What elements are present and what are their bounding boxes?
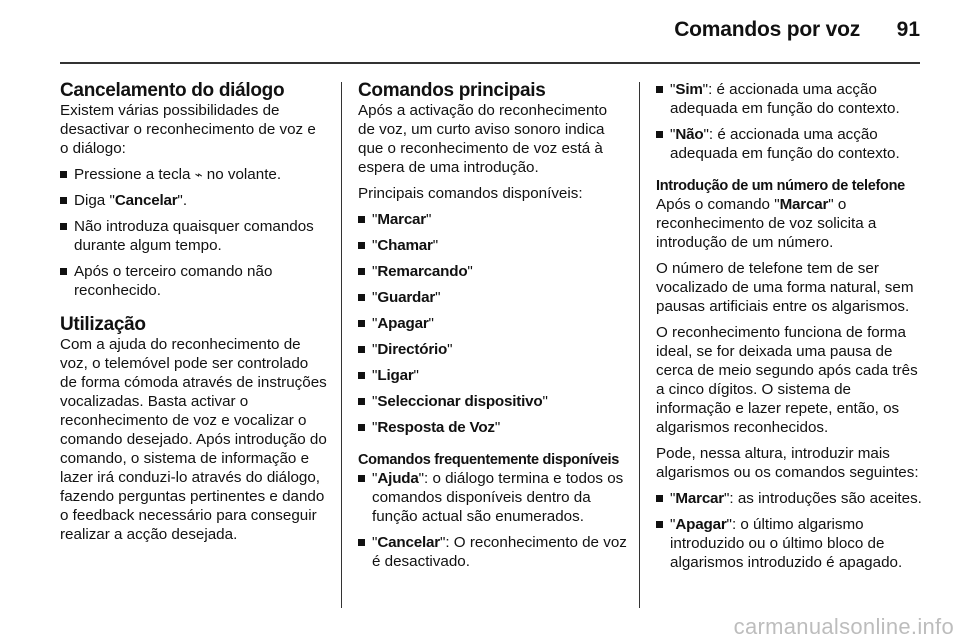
command: Apagar xyxy=(377,315,429,332)
phone-p1 xyxy=(656,195,926,252)
list-item xyxy=(60,165,328,184)
list-item: "Guardar" xyxy=(358,288,628,307)
freq-heading: Comandos frequentemente disponíveis xyxy=(358,452,620,468)
text: Após o comando " xyxy=(656,196,780,213)
list-item xyxy=(60,191,328,210)
yes-no-list xyxy=(656,80,926,163)
use-heading: Utilização xyxy=(60,314,146,335)
page-title: Comandos por voz xyxy=(674,18,860,41)
phone-p3: O reconhecimento funciona de forma ideal, se for deixada uma pausa de cerca de meio segundo após cada três a cinco dígitos. O sistema de informação e lazer repete, então, os algarismos reconhecidos. xyxy=(656,324,918,436)
command: Sim xyxy=(675,81,703,98)
command: Marcar xyxy=(377,211,427,228)
phone-p2: O número de telefone tem de ser vocalizado de uma forma natural, sem pausas artificiais entre os algarismos. xyxy=(656,260,914,315)
command: Apagar xyxy=(675,516,727,533)
list-item: "Directório" xyxy=(358,340,628,359)
column-divider-2 xyxy=(639,82,640,608)
list-item: "Chamar" xyxy=(358,236,628,255)
cancel-list xyxy=(60,165,328,300)
column-1 xyxy=(60,80,328,544)
command: Directório xyxy=(377,341,448,358)
command: Cancelar xyxy=(377,534,440,551)
command-cancelar: Cancelar xyxy=(114,192,178,209)
list-item: Não introduza quaisquer comandos durante algum tempo. xyxy=(60,217,328,255)
column-2 xyxy=(358,80,628,578)
list-item: "Remarcando" xyxy=(358,262,628,281)
list-item: Após o terceiro comando não reconhecido. xyxy=(60,262,328,300)
command: Guardar xyxy=(377,289,436,306)
command: Ajuda xyxy=(377,470,419,487)
list-item: "Ligar" xyxy=(358,366,628,385)
header-rule xyxy=(60,62,920,64)
text: Diga " xyxy=(74,192,115,209)
text: ": O reconhecimento de voz é desactivado. xyxy=(372,534,627,570)
command: Marcar xyxy=(779,196,829,213)
column-divider-1 xyxy=(341,82,342,608)
command: Ligar xyxy=(377,367,414,384)
use-text: Com a ajuda do reconhecimento de voz, o telemóvel pode ser controlado de forma cómoda através de instruções vocalizadas. Basta activar o reconhecimento de voz e vocalizar o comando desejado. Após introdução do comando, o sistema de informação e lazer irá conduzi-lo através do diálogo, fazendo perguntas pertinentes e dando o feedback necessário para conseguir realizar a acção desejada. xyxy=(60,336,327,543)
cancel-heading: Cancelamento do diálogo xyxy=(60,80,285,101)
commands-list xyxy=(358,210,628,437)
text: ": as introduções são aceites. xyxy=(724,490,922,507)
list-item: "Marcar" xyxy=(358,210,628,229)
command: Chamar xyxy=(377,237,433,254)
list-item: "Cancelar": O reconhecimento de voz é desactivado. xyxy=(358,533,628,571)
text: ": o último algarismo introduzido ou o último bloco de algarismos introduzido é apagado. xyxy=(670,516,903,571)
list-item: "Apagar" xyxy=(358,314,628,333)
column-3 xyxy=(656,80,926,579)
command: Seleccionar dispositivo xyxy=(377,393,543,410)
freq-list xyxy=(358,469,628,571)
list-item: "Seleccionar dispositivo" xyxy=(358,392,628,411)
phone-heading: Introdução de um número de telefone xyxy=(656,178,905,194)
phone-p4: Pode, nessa altura, introduzir mais algarismos ou os comandos seguintes: xyxy=(656,445,919,481)
command: Resposta de Voz xyxy=(377,419,495,436)
text: ". xyxy=(177,192,188,209)
list-item: "Ajuda": o diálogo termina e todos os comandos disponíveis dentro da função actual são enumerados. xyxy=(358,469,628,526)
cancel-intro: Existem várias possibilidades de desactivar o reconhecimento de voz e o diálogo: xyxy=(60,102,316,157)
text: ": é accionada uma acção adequada em função do contexto. xyxy=(670,81,900,117)
list-item: "Sim": é accionada uma acção adequada em função do contexto. xyxy=(656,80,926,118)
text: ": o diálogo termina e todos os comandos disponíveis dentro da função actual são enumerados. xyxy=(372,470,624,525)
watermark: carmanualsonline.info xyxy=(733,614,954,639)
phone-end-icon: ⌁ xyxy=(194,167,203,182)
text: ": é accionada uma acção adequada em função do contexto. xyxy=(670,126,900,162)
text: no volante. xyxy=(202,166,282,183)
main-heading: Comandos principais xyxy=(358,80,546,101)
text: " o reconhecimento de voz solicita a introdução de um número. xyxy=(656,196,877,251)
list-item: "Resposta de Voz" xyxy=(358,418,628,437)
command: Marcar xyxy=(675,490,725,507)
command: Não xyxy=(675,126,704,143)
page-number: 91 xyxy=(896,18,920,41)
phone-commands-list xyxy=(656,489,926,572)
list-item: "Apagar": o último algarismo introduzido ou o último bloco de algarismos introduzido é apagado. xyxy=(656,515,926,572)
command: Remarcando xyxy=(377,263,468,280)
list-item: "Não": é accionada uma acção adequada em função do contexto. xyxy=(656,125,926,163)
text: Pressione a tecla xyxy=(74,166,195,183)
main-intro: Após a activação do reconhecimento de voz, um curto aviso sonoro indica que o reconhecimento de voz está à espera de uma introdução. xyxy=(358,102,608,176)
list-item: "Marcar": as introduções são aceites. xyxy=(656,489,926,508)
main-list-intro: Principais comandos disponíveis: xyxy=(358,185,583,202)
